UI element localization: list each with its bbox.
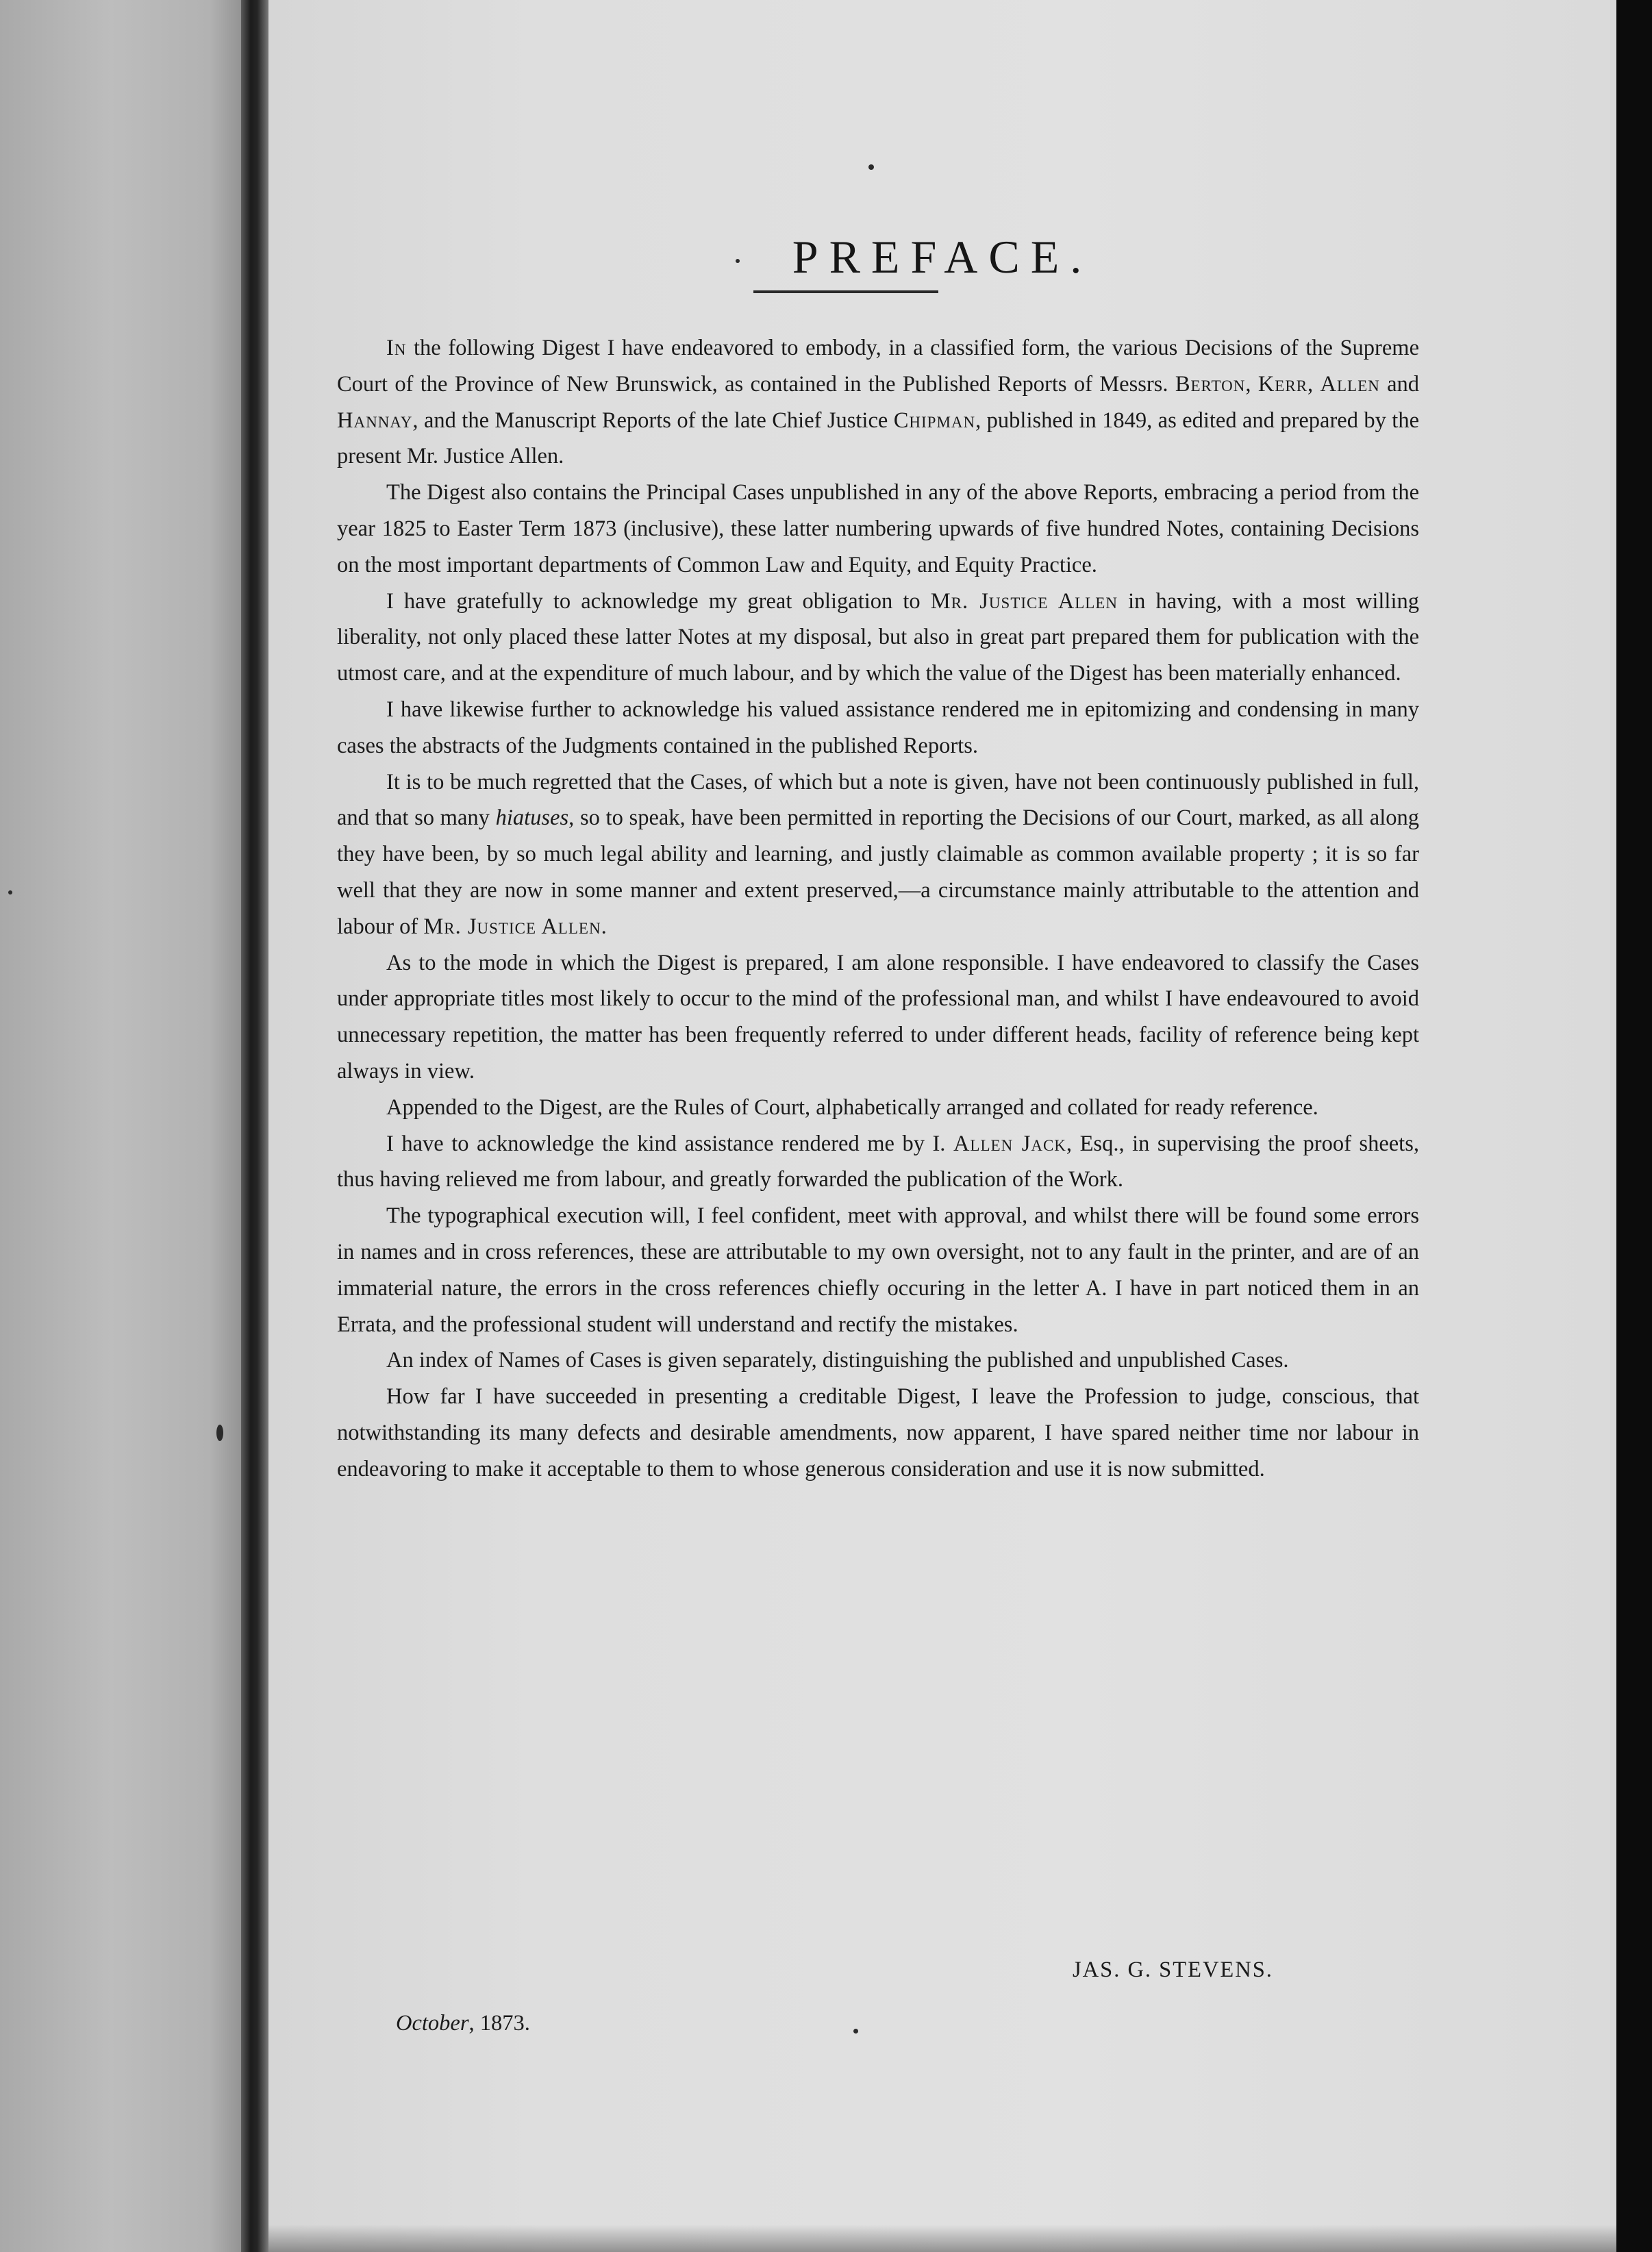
book-gutter	[241, 0, 268, 2252]
scan-border	[1616, 0, 1652, 2252]
ink-speck	[868, 164, 874, 170]
text-run: Allen	[1320, 371, 1380, 397]
text-run: Mr. Justice Allen	[930, 588, 1118, 614]
facing-page-edge	[0, 0, 247, 2252]
date-year: , 1873.	[468, 2011, 530, 2036]
paragraph	[337, 764, 1419, 945]
ink-speck	[216, 1425, 223, 1441]
text-run: How far I have succeeded in presenting a creditable Digest, I leave the Profession to judge, conscious, that notwithstanding its many defects and desirable amendments, now apparent, I have spared neither time nor labour in endeavoring to make it acceptable to them to whose generous consideration and use it is now submitted.	[337, 1384, 1419, 1481]
text-run: In	[386, 336, 407, 360]
paragraph	[337, 330, 1419, 475]
text-run: and	[1379, 371, 1419, 397]
ink-speck	[853, 2029, 858, 2034]
text-run: , published in 1849, as edited and prepared by the present Mr. Justice Allen.	[337, 408, 1419, 469]
paragraph	[337, 945, 1419, 1090]
text-run: As to the mode in which the Digest is prepared, I am alone responsible. I have endeavored to classify the Cases under appropriate titles most likely to occur to the mind of the professional man, and whilst I have endeavoured to avoid unnecessary repetition, the matter has been frequently referred to under different heads, facility of reference being kept always in view.	[337, 950, 1419, 1084]
text-run: ,	[1307, 371, 1321, 397]
text-run: , Esq., in supervising the proof sheets, thus having relieved me from labour, and greatly forwarded the publication of the Work.	[337, 1131, 1419, 1192]
paragraph	[337, 692, 1419, 764]
paragraph	[337, 1198, 1419, 1342]
text-run: in having, with a most willing liberality, not only placed these latter Notes at my disposal, but also in great part prepared them for publication with the utmost care, and at the expenditure of much labour, and by which the value of the Digest has been materially enhanced.	[337, 588, 1419, 686]
page-title: PREFACE.	[792, 230, 1093, 283]
paragraph	[337, 1379, 1419, 1487]
text-run: I have likewise further to acknowledge his valued assistance rendered me in epitomizing and condensing in many cases the abstracts of the Judgments contained in the published Reports.	[337, 697, 1419, 758]
text-run: Hannay	[337, 408, 413, 433]
text-run: It is to be much regretted that the Cases, of which but a note is given, have not been continuously published in full, and that so many	[337, 769, 1419, 831]
text-run: Allen Jack	[953, 1131, 1066, 1156]
text-run: I have to acknowledge the kind assistance rendered me by I.	[386, 1131, 953, 1156]
text-run: the following Digest I have endeavored to embody, in a classified form, the various Decisions of the Supreme Court of the Province of New Brunswick, as contained in the Published Reports of Messrs.	[337, 336, 1419, 397]
text-run: An index of Names of Cases is given separately, distinguishing the published and unpublished Cases.	[386, 1348, 1289, 1373]
text-run: .	[601, 914, 607, 939]
text-run: Appended to the Digest, are the Rules of Court, alphabetically arranged and collated for ready reference.	[386, 1094, 1318, 1120]
title-rule	[753, 290, 938, 293]
ink-speck	[8, 890, 12, 894]
text-run: , and the Manuscript Reports of the late Chief Justice	[412, 408, 894, 433]
text-run: The typographical execution will, I feel confident, meet with approval, and whilst there will be found some errors in names and in cross references, these are attributable to my own oversight, not to any fault in the printer, and are of an immaterial nature, the errors in the cross references chiefly occuring in the letter A. I have in part noticed them in an Errata, and the professional student will understand and rectify the mistakes.	[337, 1203, 1419, 1337]
date-month: October	[396, 2011, 469, 2036]
text-run: Chipman	[893, 408, 976, 433]
text-run: ,	[1245, 371, 1258, 397]
paragraph	[337, 1126, 1419, 1199]
paragraph	[337, 584, 1419, 692]
paragraph	[337, 1090, 1419, 1126]
paragraph	[337, 1342, 1419, 1379]
preface-date	[396, 2011, 530, 2036]
preface-body	[337, 330, 1419, 1488]
text-run: hiatuses	[495, 805, 569, 831]
text-run: , so to speak, have been permitted in reporting the Decisions of our Court, marked, as all along they have been, by so much legal ability and learning, and justly claimable as common available property ; it is so far well that they are now in some manner and extent preserved,—a circumstance mainly attributable to the attention and labour of	[337, 805, 1419, 939]
text-run: The Digest also contains the Principal Cases unpublished in any of the above Reports, embracing a period from the year 1825 to Easter Term 1873 (inclusive), these latter numbering upwards of five hundred Notes, containing Decisions on the most important departments of Common Law and Equity, and Equity Practice.	[337, 480, 1419, 577]
paragraph	[337, 475, 1419, 583]
author-signature: JAS. G. STEVENS.	[1073, 1957, 1273, 1982]
page-shadow	[268, 2225, 1616, 2252]
text-run: I have gratefully to acknowledge my great obligation to	[386, 588, 931, 614]
text-run: Mr. Justice Allen	[423, 914, 601, 939]
text-run: Berton	[1175, 371, 1246, 397]
text-run: Kerr	[1257, 371, 1308, 397]
